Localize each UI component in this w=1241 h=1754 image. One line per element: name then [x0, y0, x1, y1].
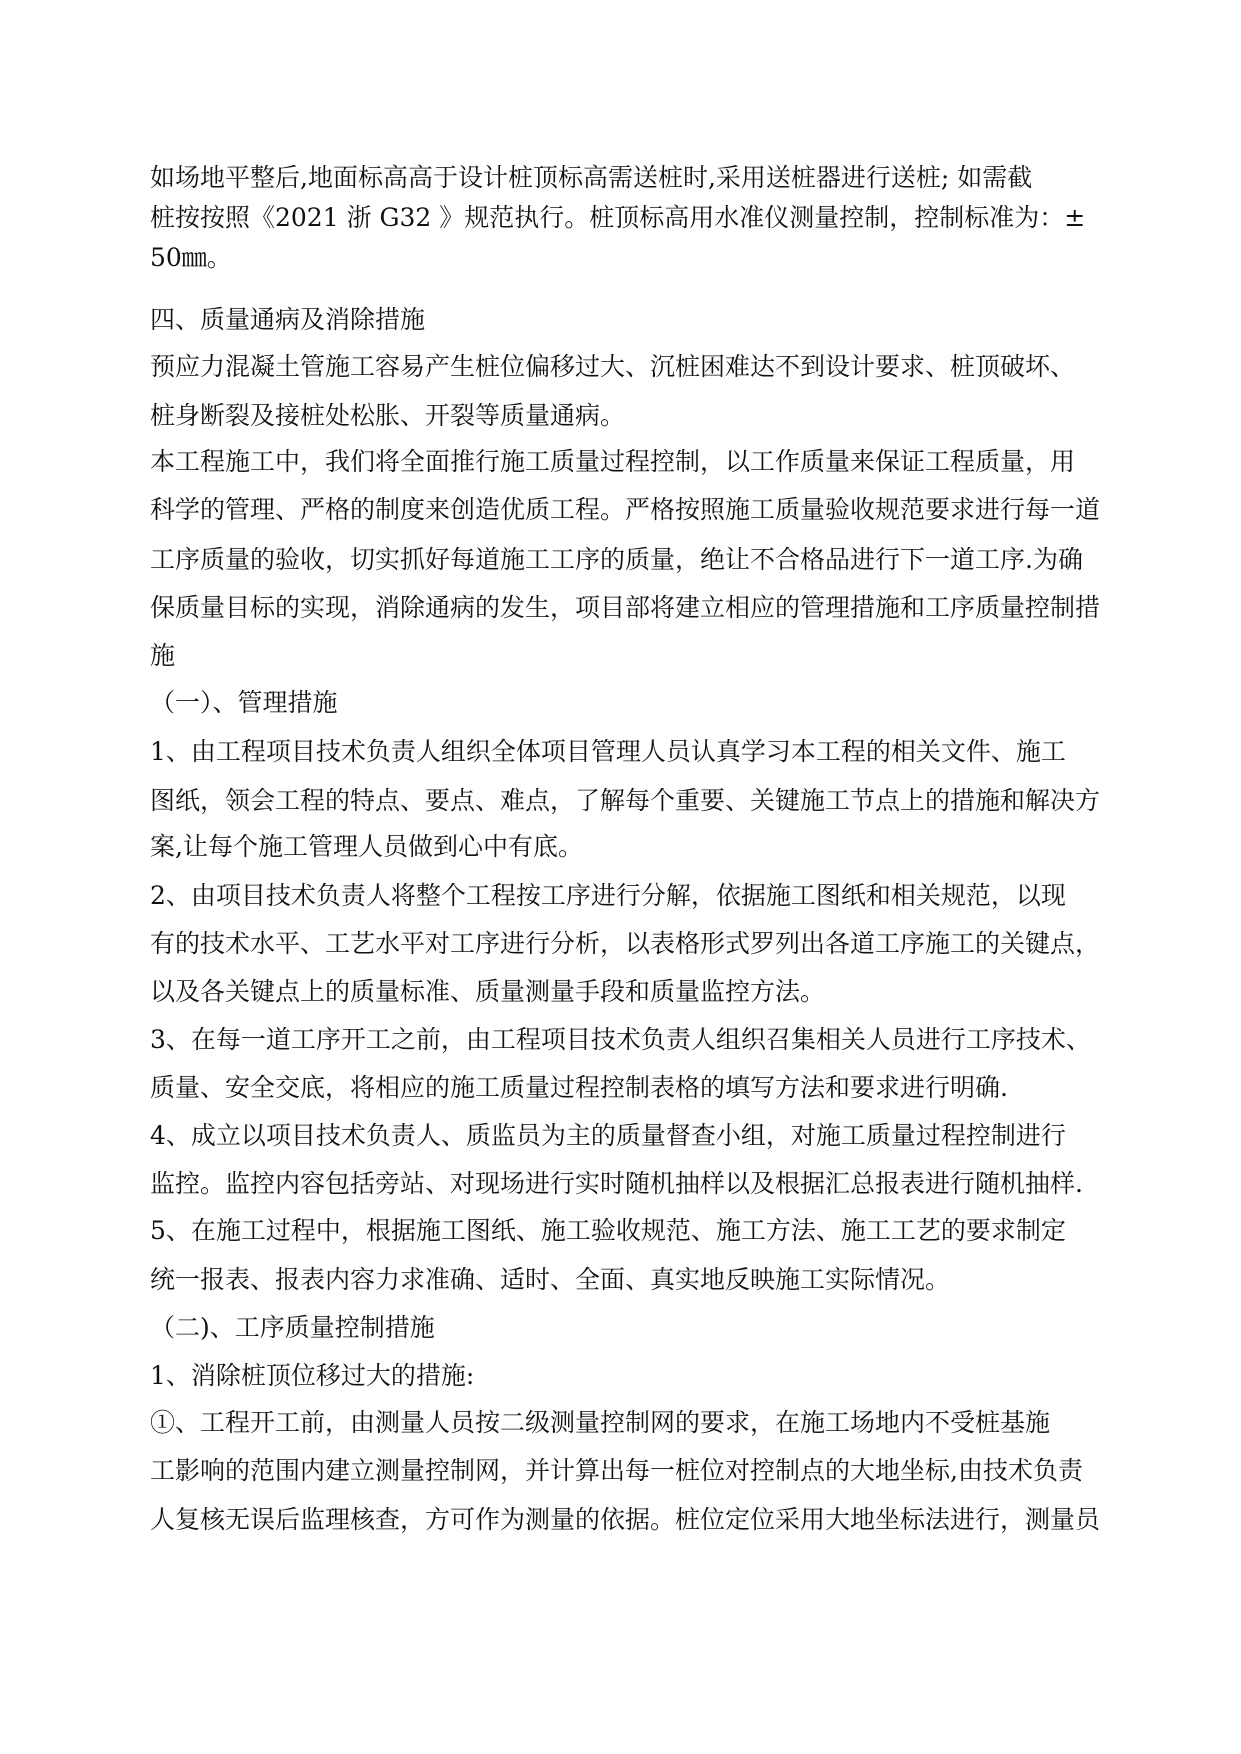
- text-line: 预应力混凝土管施工容易产生桩位偏移过大、沉桩困难达不到设计要求、桩顶破坏、: [150, 352, 1076, 381]
- text-line: 以及各关键点上的质量标准、质量测量手段和质量监控方法。: [150, 977, 826, 1006]
- subsection-heading: （一）、管理措施: [150, 688, 338, 717]
- text-line: 保质量目标的实现，消除通病的发生，项目部将建立相应的管理措施和工序质量控制措: [150, 593, 1101, 622]
- text-line: 2、由项目技术负责人将整个工程按工序进行分解，依据施工图纸和相关规范，以现: [150, 881, 1066, 910]
- text-line: 工影响的范围内建立测量控制网，并计算出每一桩位对控制点的大地坐标,由技术负责: [150, 1456, 1083, 1485]
- text-line: 工序质量的验收，切实抓好每道施工工序的质量，绝让不合格品进行下一道工序.为确: [150, 545, 1083, 574]
- text-line: ①、工程开工前，由测量人员按二级测量控制网的要求，在施工场地内不受桩基施: [150, 1408, 1051, 1437]
- text-line: 本工程施工中，我们将全面推行施工质量过程控制，以工作质量来保证工程质量，用: [150, 447, 1076, 476]
- text-line: 监控。监控内容包括旁站、对现场进行实时随机抽样以及根据汇总报表进行随机抽样.: [150, 1169, 1083, 1198]
- text-line: 统一报表、报表内容力求准确、适时、全面、真实地反映施工实际情况。: [150, 1265, 951, 1294]
- text-line: 1、由工程项目技术负责人组织全体项目管理人员认真学习本工程的相关文件、施工: [150, 737, 1066, 766]
- text-line: 4、成立以项目技术负责人、质监员为主的质量督查小组，对施工质量过程控制进行: [150, 1121, 1066, 1150]
- text-line: 图纸，领会工程的特点、要点、难点，了解每个重要、关键施工节点上的措施和解决方: [150, 786, 1101, 815]
- subsection-heading: （二)、工序质量控制措施: [150, 1313, 435, 1342]
- text-line: 1、消除桩顶位移过大的措施:: [150, 1361, 475, 1390]
- text-line: 桩身断裂及接桩处松胀、开裂等质量通病。: [150, 401, 626, 430]
- text-line: 科学的管理、严格的制度来创造优质工程。严格按照施工质量验收规范要求进行每一道: [150, 495, 1101, 524]
- text-line: 案,让每个施工管理人员做到心中有底。: [150, 832, 583, 861]
- text-line: 3、在每一道工序开工之前，由工程项目技术负责人组织召集相关人员进行工序技术、: [150, 1025, 1091, 1054]
- text-line: 人复核无误后监理核查，方可作为测量的依据。桩位定位采用大地坐标法进行，测量员: [150, 1505, 1101, 1534]
- text-line: 桩按按照《2021 浙 G32 》规范执行。桩顶标高用水准仪测量控制，控制标准为：±: [150, 203, 1086, 232]
- text-line: 施: [150, 641, 176, 670]
- text-line: 质量、安全交底，将相应的施工质量过程控制表格的填写方法和要求进行明确.: [150, 1073, 1008, 1102]
- text-line: 5、在施工过程中，根据施工图纸、施工验收规范、施工方法、施工工艺的要求制定: [150, 1216, 1066, 1245]
- section-heading: 四、质量通病及消除措施: [150, 305, 426, 334]
- text-line: 如场地平整后,地面标高高于设计桩顶标高需送桩时,采用送桩器进行送桩; 如需截: [150, 163, 1033, 192]
- text-line: 有的技术水平、工艺水平对工序进行分析，以表格形式罗列出各道工序施工的关键点，: [150, 929, 1101, 958]
- text-line: 50㎜。: [150, 243, 232, 272]
